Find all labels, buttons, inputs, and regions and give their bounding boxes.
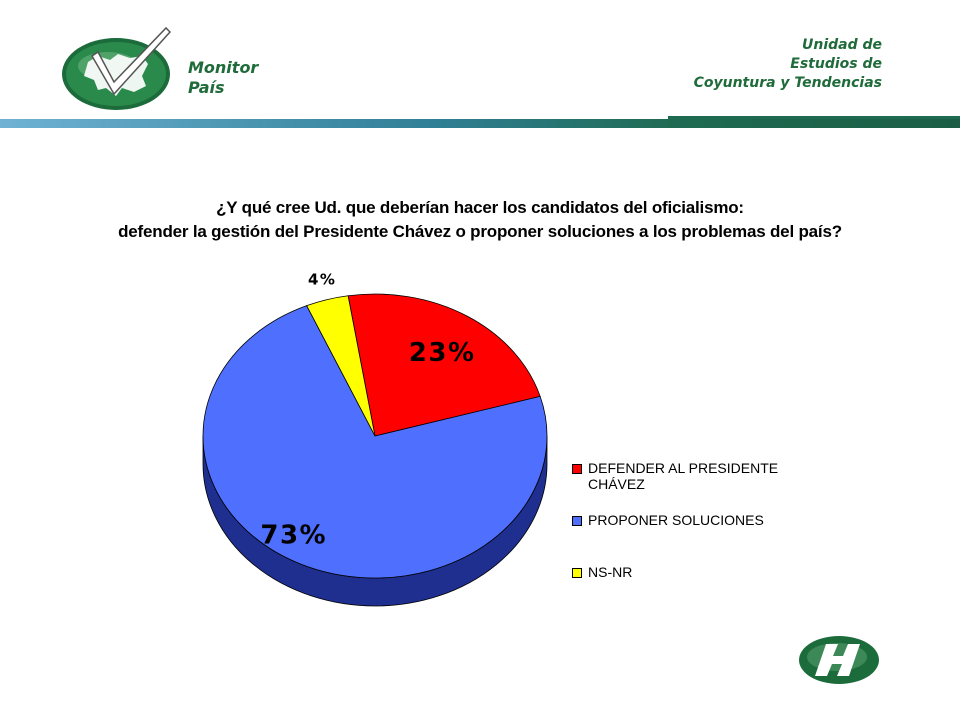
legend-swatch-nsnr bbox=[572, 568, 582, 578]
brand-line2: País bbox=[188, 78, 225, 97]
legend-label-proponer: PROPONER SOLUCIONES bbox=[588, 512, 764, 528]
unit-line1: Unidad de bbox=[801, 37, 882, 53]
legend-swatch-defender bbox=[572, 464, 582, 474]
legend-item-defender bbox=[572, 460, 828, 492]
unit-line3: Coyuntura y Tendencias bbox=[693, 75, 882, 91]
brand-line1: Monitor bbox=[188, 58, 259, 77]
legend-label-nsnr: NS-NR bbox=[588, 564, 633, 580]
pie-label-proponer: 73% bbox=[260, 520, 328, 551]
pie-label-nsnr: 4% bbox=[307, 270, 337, 289]
legend-item-proponer bbox=[572, 512, 828, 528]
legend-label-defender: DEFENDER AL PRESIDENTE CHÁVEZ bbox=[588, 460, 779, 492]
legend-swatch-proponer bbox=[572, 516, 582, 526]
pie-label-defender: 23% bbox=[408, 338, 476, 369]
question-line1: ¿Y qué cree Ud. que deberían hacer los candidatos del oficialismo: bbox=[216, 198, 744, 217]
unit-line2: Estudios de bbox=[790, 56, 882, 72]
legend-item-nsnr bbox=[572, 564, 828, 580]
question-line2: defender la gestión del Presidente Chávez o proponer soluciones a los problemas del país? bbox=[118, 222, 842, 241]
h-emblem-icon bbox=[796, 632, 882, 688]
